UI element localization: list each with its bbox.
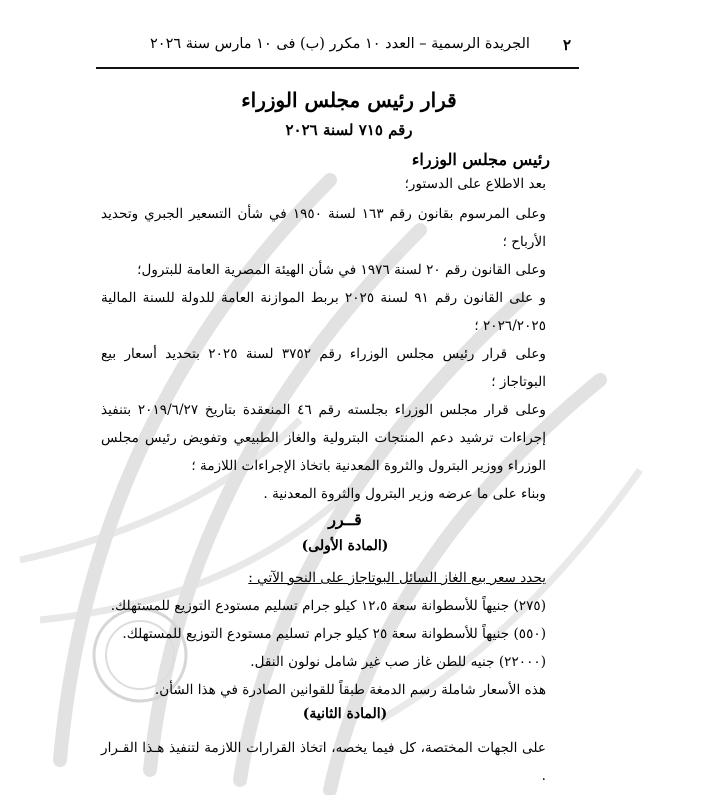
decree-title <box>0 88 726 112</box>
decree-title-text: قرار رئيس مجلس الوزراء <box>241 88 457 112</box>
header-divider <box>96 67 579 69</box>
decides-text: قــرر <box>328 510 362 529</box>
article-2-text: على الجهات المختصة، كل فيما يخصه، اتخاذ القرارات اللازمة لتنفيذ هـذا القـرار . <box>101 740 546 784</box>
article-1-heading-text: (المادة الأولى) <box>301 538 389 554</box>
preamble-item: و على القانون رقم ٩١ لسنة ٢٠٢٥ بربط الموازنة العامة للدولة للسنة المالية ٢٠٢٦/٢٠٢٥ ؛ <box>101 290 546 334</box>
preamble-item: وبناء على ما عرضه وزير البترول والثروة المعدنية . <box>263 486 546 502</box>
preamble-item: بعد الاطلاع على الدستور؛ <box>404 176 546 192</box>
article-2-heading <box>0 706 726 722</box>
price-item: (٢٢٠٠٠) جنيه للطن غاز صب غير شامل نولون النقل. <box>250 654 546 670</box>
page-number: ٢ <box>562 36 571 54</box>
article-1-intro: يحدد سعر بيع الغاز السائل البوتاجاز على النحو الآتي : <box>248 570 546 586</box>
price-item: (٥٥٠) جنيهاً للأسطوانة سعة ٢٥ كيلو جرام تسليم مستودع التوزيع للمستهلك. <box>122 626 546 642</box>
price-item: (٢٧٥) جنيهاً للأسطوانة سعة ١٢،٥ كيلو جرام تسليم مستودع التوزيع للمستهلك. <box>110 598 546 614</box>
preamble-item: وعلى المرسوم بقانون رقم ١٦٣ لسنة ١٩٥٠ في شأن التسعير الجبري وتحديد الأرباح ؛ <box>101 206 546 250</box>
decides-heading <box>0 510 726 529</box>
article-2-heading-text: (المادة الثانية) <box>302 706 388 722</box>
preamble-item: وعلى القانون رقم ٢٠ لسنة ١٩٧٦ في شأن الهيئة المصرية العامة للبترول؛ <box>137 262 546 278</box>
gazette-header: الجريدة الرسمية – العدد ١٠ مكرر (ب) فى ١٠ مارس سنة ٢٠٢٦ <box>150 36 530 52</box>
decree-number-text: رقم ٧١٥ لسنة ٢٠٢٦ <box>285 121 413 139</box>
preamble-item: وعلى قرار مجلس الوزراء بجلسته رقم ٤٦ المنعقدة بتاريخ ٢٠١٩/٦/٢٧ بتنفيذ إجراءات ترشيد دعم المنتجات البترولية والغاز الطبيعي وتفويض رئيس مجلس الوزراء ووزير البترول والثروة المعدنية باتخاذ الإجراءات اللازمة ؛ <box>101 402 546 474</box>
issuer-heading: رئيس مجلس الوزراء <box>411 150 550 169</box>
preamble-item: وعلى قرار رئيس مجلس الوزراء رقم ٣٧٥٢ لسنة ٢٠٢٥ بتحديد أسعار بيع البوتاجاز ؛ <box>101 346 546 390</box>
decree-number <box>0 121 726 139</box>
article-1-heading <box>0 538 726 554</box>
article-1-note: هذه الأسعار شاملة رسم الدمغة طبقاً للقوانين الصادرة في هذا الشأن. <box>154 682 546 698</box>
